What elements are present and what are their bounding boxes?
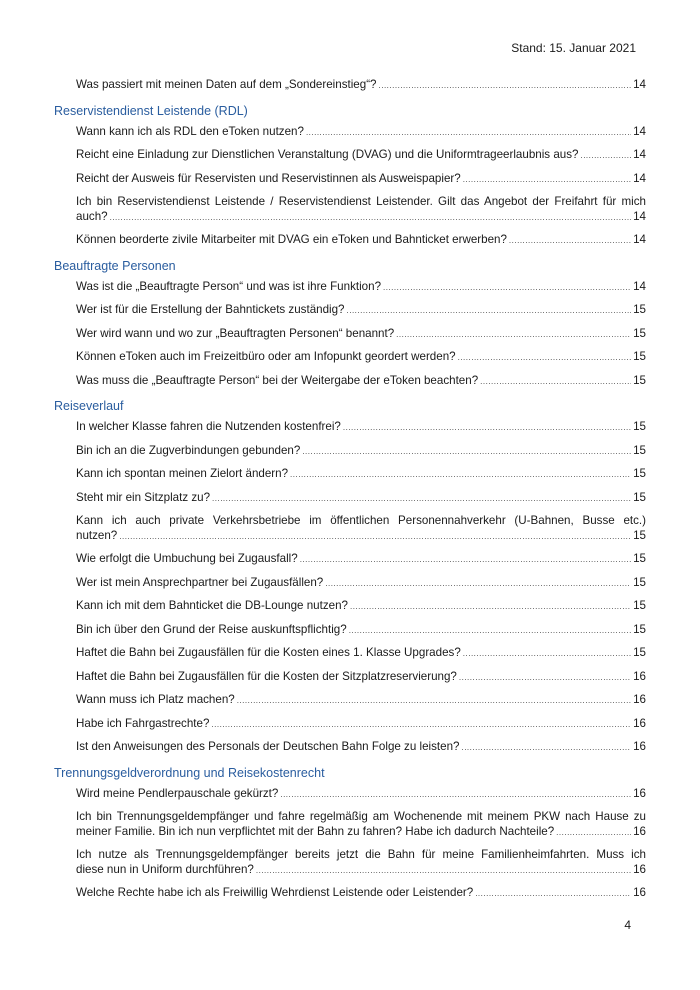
toc-entry-text: Reicht eine Einladung zur Dienstlichen Veranstaltung (DVAG) und die Uniformtrageerlaubnis aus?	[76, 148, 579, 161]
toc-leader-dots	[256, 864, 631, 879]
toc-entry[interactable]	[76, 125, 646, 141]
toc-section-heading[interactable]: Trennungsgeldverordnung und Reisekostenrecht	[54, 765, 325, 780]
toc-entry-text: Bin ich über den Grund der Reise auskunftspflichtig?	[76, 622, 347, 636]
toc-entry-text: Habe ich Fahrgastrechte?	[76, 716, 210, 730]
toc-entry-page: 16	[633, 693, 646, 706]
toc-entry-page: 14	[633, 78, 646, 91]
toc-entry-page: 14	[633, 209, 646, 223]
toc-entry[interactable]	[76, 717, 646, 733]
toc-entry[interactable]	[76, 848, 646, 878]
toc-leader-dots	[347, 304, 632, 319]
toc-entry-text: Kann ich spontan meinen Zielort ändern?	[76, 467, 289, 480]
toc-entry-page: 15	[633, 528, 646, 542]
toc-entry-text: Kann ich mit dem Bahnticket die DB-Lounge nutzen?	[76, 599, 348, 612]
toc-entry-page: 15	[633, 467, 646, 480]
toc-entry-text: Wird meine Pendlerpauschale gekürzt?	[76, 786, 279, 800]
toc-entry-text: Haftet die Bahn bei Zugausfällen für die Kosten der Sitzplatzreservierung?	[76, 669, 457, 683]
toc-leader-dots	[463, 647, 631, 662]
toc-leader-dots	[580, 149, 631, 164]
toc-entry-text: Wer wird wann und wo zur „Beauftragten Personen“ benannt?	[76, 326, 395, 340]
toc-entry[interactable]	[76, 810, 646, 840]
toc-entry-text: Was passiert mit meinen Daten auf dem „Sondereinstieg“?	[76, 78, 377, 91]
toc-entry[interactable]	[76, 148, 646, 164]
toc-leader-dots	[379, 79, 632, 94]
toc-entry-page: 16	[633, 716, 646, 730]
toc-entry-page: 14	[633, 124, 646, 138]
toc-entry[interactable]	[76, 787, 646, 803]
toc-entry-text-line1: Ich nutze als Trennungsgeldempfänger bereits jetzt die Bahn für meine Familienheimfahrten. Muss ich	[76, 848, 646, 861]
toc-leader-dots	[290, 468, 631, 483]
toc-leader-dots	[396, 328, 631, 343]
toc-entry-text: Steht mir ein Sitzplatz zu?	[76, 490, 211, 504]
toc-leader-dots	[480, 375, 631, 390]
toc-entry[interactable]	[76, 420, 646, 436]
toc-leader-dots	[509, 234, 631, 249]
toc-entry-text: diese nun in Uniform durchführen?	[76, 862, 254, 876]
toc-entry-page: 15	[633, 599, 646, 612]
toc-leader-dots	[556, 826, 631, 841]
toc-entry[interactable]	[76, 599, 646, 615]
toc-leader-dots	[119, 530, 631, 545]
toc-entry-text: meiner Familie. Bin ich nun verpflichtet mit der Bahn zu fahren? Habe ich dadurch Nachteile?	[76, 824, 555, 838]
toc-entry-text: Haftet die Bahn bei Zugausfällen für die Kosten eines 1. Klasse Upgrades?	[76, 646, 461, 659]
toc-leader-dots	[343, 421, 631, 436]
toc-entry-page: 16	[633, 669, 646, 683]
toc-leader-dots	[461, 741, 631, 756]
toc-entry-text-line1: Kann ich auch private Verkehrsbetriebe im öffentlichen Personennahverkehr (U-Bahnen, Busse etc.)	[76, 514, 646, 527]
toc-entry-page: 16	[633, 786, 646, 800]
toc-entry-page: 15	[633, 646, 646, 659]
toc-entry-page: 15	[633, 552, 646, 565]
toc-entry-text: auch?	[76, 209, 108, 223]
toc-entry-page: 15	[633, 373, 646, 387]
page-number: 4	[624, 918, 631, 932]
toc-entry[interactable]	[76, 646, 646, 662]
toc-entry-page: 15	[633, 350, 646, 363]
toc-entry[interactable]	[76, 670, 646, 686]
toc-entry-text: Wann muss ich Platz machen?	[76, 693, 235, 706]
toc-entry-text: Bin ich an die Zugverbindungen gebunden?	[76, 443, 301, 457]
toc-entry-text: Können eToken auch im Freizeitbüro oder am Infopunkt geordert werden?	[76, 350, 456, 363]
toc-entry-page: 15	[633, 575, 646, 589]
toc-entry[interactable]	[76, 576, 646, 592]
toc-entry-text: Können beorderte zivile Mitarbeiter mit DVAG ein eToken und Bahnticket erwerben?	[76, 233, 507, 246]
toc-entry-page: 14	[633, 279, 646, 293]
toc-entry-text: Was ist die „Beauftragte Person“ und was ist ihre Funktion?	[76, 279, 382, 293]
toc-leader-dots	[211, 718, 631, 733]
toc-entry-page: 14	[633, 233, 646, 246]
toc-leader-dots	[280, 788, 631, 803]
toc-entry-text: Reicht der Ausweis für Reservisten und Reservistinnen als Ausweispapier?	[76, 171, 461, 185]
toc-entry[interactable]	[76, 444, 646, 460]
toc-leader-dots	[325, 577, 631, 592]
toc-entry-page: 15	[633, 622, 646, 636]
toc-entry[interactable]	[76, 303, 646, 319]
toc-entry-text: Wer ist für die Erstellung der Bahntickets zuständig?	[76, 303, 345, 316]
toc-entry[interactable]	[76, 374, 646, 390]
toc-entry-page: 16	[633, 740, 646, 753]
toc-entry-page: 15	[633, 490, 646, 504]
table-of-contents	[54, 78, 646, 910]
toc-entry[interactable]	[76, 740, 646, 756]
toc-leader-dots	[302, 445, 631, 460]
toc-entry-page: 15	[633, 420, 646, 433]
toc-entry[interactable]	[76, 195, 646, 225]
toc-entry-text: Ist den Anweisungen des Personals der Deutschen Bahn Folge zu leisten?	[76, 740, 460, 753]
toc-entry[interactable]	[76, 886, 646, 902]
toc-entry-text-line1: Ich bin Reservistendienst Leistende / Reservistendienst Leistender. Gilt das Angebot der Freifahrt für mich	[76, 195, 646, 208]
toc-entry-page: 16	[633, 862, 646, 876]
toc-leader-dots	[475, 887, 631, 902]
toc-entry-text: Welche Rechte habe ich als Freiwillig Wehrdienst Leistende oder Leistender?	[76, 886, 474, 899]
toc-entry-text: Wann kann ich als RDL den eToken nutzen?	[76, 124, 304, 138]
toc-entry[interactable]	[76, 280, 646, 296]
toc-leader-dots	[349, 624, 631, 639]
toc-entry-text: In welcher Klasse fahren die Nutzenden kostenfrei?	[76, 420, 341, 433]
toc-entry-text: Was muss die „Beauftragte Person“ bei der Weitergabe der eToken beachten?	[76, 373, 479, 387]
toc-entry-text: nutzen?	[76, 528, 118, 542]
toc-leader-dots	[459, 671, 631, 686]
toc-leader-dots	[383, 281, 631, 296]
toc-entry-page: 16	[633, 886, 646, 899]
toc-section-heading[interactable]: Reiseverlauf	[54, 399, 124, 413]
toc-leader-dots	[212, 492, 631, 507]
toc-entry[interactable]	[76, 514, 646, 544]
toc-entry-page: 16	[633, 824, 646, 838]
toc-leader-dots	[110, 211, 632, 226]
toc-entry-page: 14	[633, 171, 646, 185]
toc-entry[interactable]	[76, 327, 646, 343]
header-date: Stand: 15. Januar 2021	[511, 41, 636, 55]
toc-leader-dots	[350, 600, 631, 615]
toc-entry-text: Wie erfolgt die Umbuchung bei Zugausfall?	[76, 552, 298, 565]
toc-entry[interactable]	[76, 350, 646, 366]
toc-entry-text: Wer ist mein Ansprechpartner bei Zugausfällen?	[76, 575, 324, 589]
toc-entry[interactable]	[76, 693, 646, 709]
toc-leader-dots	[300, 553, 631, 568]
toc-entry[interactable]	[76, 172, 646, 188]
toc-leader-dots	[306, 126, 631, 141]
toc-leader-dots	[463, 173, 631, 188]
toc-entry[interactable]	[76, 623, 646, 639]
toc-entry[interactable]	[76, 552, 646, 568]
toc-entry-page: 14	[633, 148, 646, 161]
toc-entry-page: 15	[633, 326, 646, 340]
toc-section-heading[interactable]: Reservistendienst Leistende (RDL)	[54, 103, 248, 118]
toc-entry[interactable]	[76, 491, 646, 507]
toc-entry-text-line1: Ich bin Trennungsgeldempfänger und fahre regelmäßig am Wochenende mit meinem PKW nach Hause zu	[76, 810, 646, 823]
toc-leader-dots	[458, 351, 631, 366]
toc-entry-page: 15	[633, 443, 646, 457]
toc-section-heading[interactable]: Beauftragte Personen	[54, 258, 176, 273]
toc-leader-dots	[237, 694, 631, 709]
toc-entry[interactable]	[76, 467, 646, 483]
toc-entry[interactable]	[76, 78, 646, 94]
toc-entry[interactable]	[76, 233, 646, 249]
toc-entry-page: 15	[633, 303, 646, 316]
